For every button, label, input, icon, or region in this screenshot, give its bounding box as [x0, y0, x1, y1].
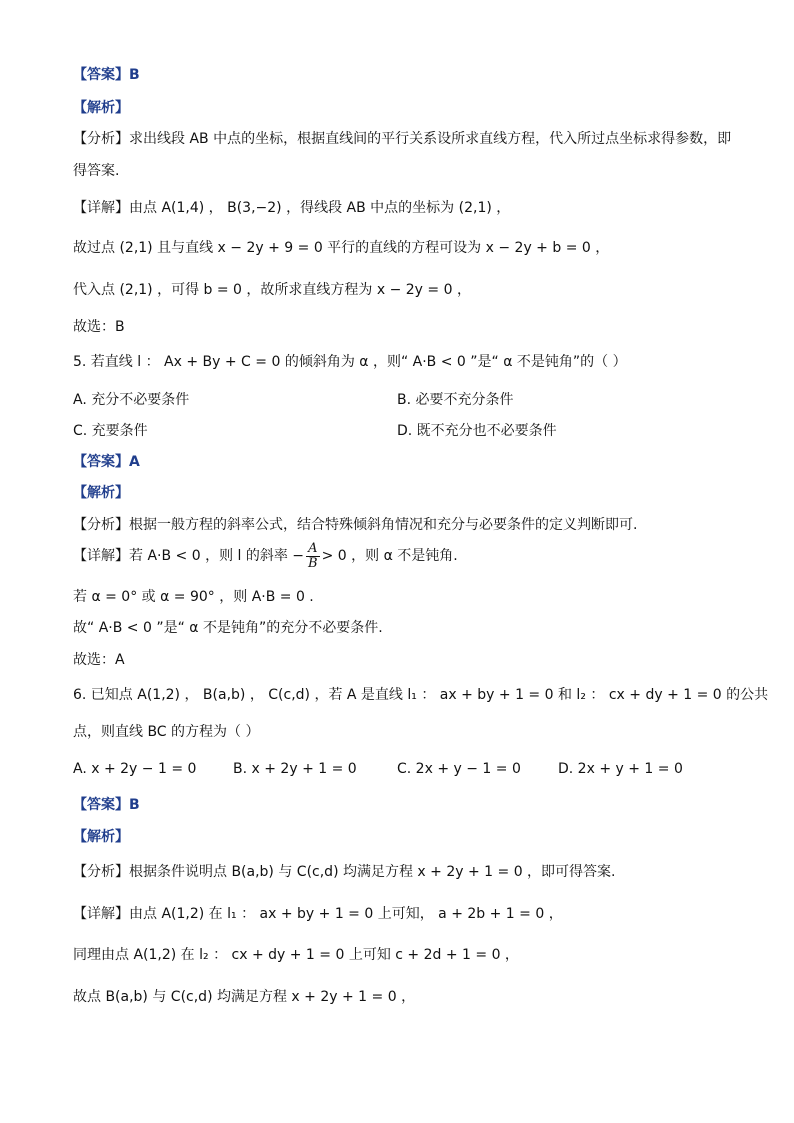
fraction-numerator: A	[308, 540, 318, 556]
q4-detail-line1: 【详解】由点 A(1,4) ， B(3,−2) ，得线段 AB 中点的坐标为 (2,1) ，	[73, 200, 511, 216]
q5-answer: 【答案】A	[73, 454, 140, 470]
q6-option-a: A. x + 2y − 1 = 0	[73, 761, 197, 777]
q4-answer: 【答案】B	[73, 67, 140, 83]
q4-detail-line3: 代入点 (2,1) ，可得 b = 0 ，故所求直线方程为 x − 2y = 0 ，	[73, 282, 471, 298]
q6-jiexi-heading: 【解析】	[73, 829, 129, 845]
q4-jiexi-heading: 【解析】	[73, 100, 129, 116]
q6-answer: 【答案】B	[73, 797, 140, 813]
q5-stem: 5. 若直线 l ： Ax + By + C = 0 的倾斜角为 α ，则“ A·B < 0 ”是“ α 不是钝角”的（ ）	[73, 354, 627, 370]
q5-detail-prefix: 【详解】若 A·B < 0 ，则 l 的斜率 −	[73, 548, 305, 564]
q5-option-a: A. 充分不必要条件	[73, 392, 190, 408]
q5-option-c: C. 充要条件	[73, 423, 148, 439]
q4-detail-line2: 故过点 (2,1) 且与直线 x − 2y + 9 = 0 平行的直线的方程可设为 x − 2y + b = 0 ，	[73, 240, 610, 256]
q6-option-d: D. 2x + y + 1 = 0	[558, 761, 683, 777]
q6-analysis: 【分析】根据条件说明点 B(a,b) 与 C(c,d) 均满足方程 x + 2y + 1 = 0 ，即可得答案.	[73, 864, 616, 880]
q6-stem-line1: 6. 已知点 A(1,2) ， B(a,b) ， C(c,d) ，若 A 是直线 l₁ ： ax + by + 1 = 0 和 l₂ ： cx + dy + 1 = 0 的公共	[73, 687, 769, 703]
q6-detail-line2: 同理由点 A(1,2) 在 l₂ ： cx + dy + 1 = 0 上可知 c + 2d + 1 = 0 ，	[73, 947, 519, 963]
q5-final-choice: 故选：A	[73, 652, 125, 668]
q6-option-b: B. x + 2y + 1 = 0	[233, 761, 357, 777]
q4-analysis-line2: 得答案.	[73, 163, 120, 179]
q5-detail-line2: 若 α = 0° 或 α = 90° ，则 A·B = 0 .	[73, 589, 314, 605]
q5-jiexi-heading: 【解析】	[73, 485, 129, 501]
q5-detail-suffix: > 0 ，则 α 不是钝角.	[321, 548, 458, 564]
q5-analysis: 【分析】根据一般方程的斜率公式，结合特殊倾斜角情况和充分与必要条件的定义判断即可.	[73, 517, 638, 533]
slope-fraction	[306, 542, 320, 571]
fraction-denominator: B	[308, 555, 318, 571]
q5-option-b: B. 必要不充分条件	[397, 392, 514, 408]
q6-detail-line1: 【详解】由点 A(1,2) 在 l₁ ： ax + by + 1 = 0 上可知， a + 2b + 1 = 0 ，	[73, 906, 563, 922]
q6-option-c: C. 2x + y − 1 = 0	[397, 761, 521, 777]
q5-option-d: D. 既不充分也不必要条件	[397, 423, 557, 439]
q6-detail-line3: 故点 B(a,b) 与 C(c,d) 均满足方程 x + 2y + 1 = 0 ，	[73, 989, 416, 1005]
q5-detail-line1	[73, 541, 458, 571]
q5-detail-line3: 故“ A·B < 0 ”是“ α 不是钝角”的充分不必要条件.	[73, 620, 383, 636]
q4-analysis-line1: 【分析】求出线段 AB 中点的坐标，根据直线间的平行关系设所求直线方程，代入所过点坐标求得参数，即	[73, 131, 732, 147]
q6-stem-line2: 点，则直线 BC 的方程为（ ）	[73, 724, 260, 740]
q4-final-choice: 故选：B	[73, 319, 125, 335]
